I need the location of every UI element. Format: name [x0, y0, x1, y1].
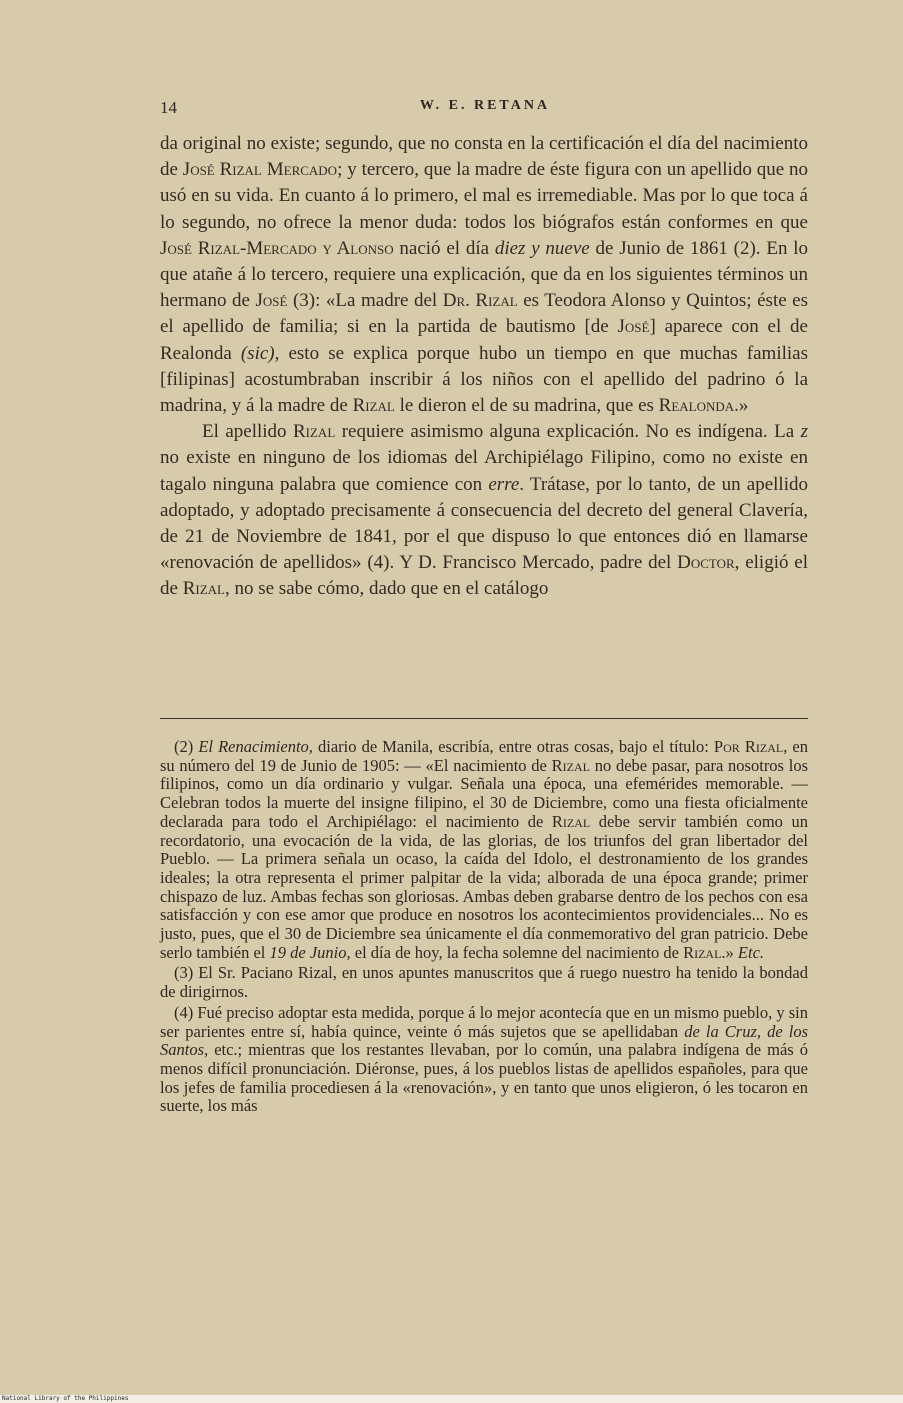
text-run: da original no existe; segundo, que no consta en la certificación el día del nacimiento de: [160, 133, 808, 181]
text-run: (2): [174, 737, 199, 756]
text-run: , no se sabe cómo, dado que en el catálogo: [224, 578, 549, 600]
text-run: requiere asimismo alguna explicación. No es indígena. La: [335, 421, 801, 443]
small-caps-run: José: [617, 316, 650, 338]
italic-run: 19 de Junio,: [269, 942, 351, 962]
text-run: el día de hoy, la fecha solemne del nacimiento de: [350, 942, 684, 962]
text-run: .»: [721, 942, 738, 962]
small-caps-run: José Rizal-Mercado y Alonso: [160, 237, 394, 259]
small-caps-run: Por Rizal: [713, 737, 784, 756]
page-header: [160, 98, 810, 122]
italic-run: z: [800, 421, 808, 443]
text-run: . Trátase, por lo tanto, de un apellido adoptado, y adoptado precisamente á consecuencia del decreto del general Clavería, de 21 de Noviembre de 1841, por el que dispuso lo que entonces dió en llamarse «renovación de apellidos» (4). Y D. Francisco Mercado, padre del: [160, 473, 808, 574]
small-caps-run: Rizal: [551, 755, 590, 775]
footnote-rule: [160, 718, 808, 719]
paragraph-2: [160, 419, 808, 602]
body-text: [160, 131, 808, 603]
running-head: W. E. RETANA: [419, 98, 551, 113]
small-caps-run: Dr. Rizal: [442, 290, 518, 312]
text-run: nació el día: [393, 237, 495, 259]
small-caps-run: Rizal: [551, 811, 591, 831]
text-run: (4) Fué preciso adoptar esta medida, porque á lo mejor acontecía que en un mismo pueblo, y sin ser parientes entre sí, había quince, veinte ó más sujetos que se apellidaban: [160, 1002, 808, 1041]
text-run: no debe pasar, para nosotros los filipinos, como un día ordinario y vulgar. Señala una época, una efemérides memorable. — Celebran todos la muerte del insigne filipino, el 30 de Diciembre, como una fiesta oficialmente declarada para todo el Archipiélago: el nacimiento de: [160, 755, 808, 831]
paragraph-1: [160, 131, 808, 419]
text-run: no existe en ninguno de los idiomas del Archipiélago Filipino, como no existe en tagalo ninguna palabra que comience con: [160, 447, 808, 495]
small-caps-run: Doctor: [677, 552, 735, 574]
text-run: es Teodora Alonso y Quintos; éste es el apellido de familia; si en la partida de bautismo [de: [160, 290, 809, 338]
text-run: de Junio de 1861 (2). En lo que atañe á lo tercero, requiere una explicación, que da en los siguientes términos un hermano de: [160, 237, 808, 312]
italic-run: erre: [488, 473, 520, 495]
page-number: 14: [160, 98, 177, 117]
small-caps-run: Rizal: [352, 395, 395, 417]
italic-run: El Renacimiento,: [198, 737, 313, 756]
text-run: (3): «La madre del: [287, 290, 443, 312]
footnote-4: [160, 1004, 808, 1116]
italic-run: (sic): [240, 342, 275, 364]
text-run: , esto se explica porque hubo un tiempo en que muchas familias [filipinas] acostumbraban inscribir á los niños con el apellido del padrino ó la madrina, y á la madre de: [160, 342, 808, 417]
text-run: ; y tercero, que la madre de éste figura con un apellido que no usó en su vida. En cuanto á lo primero, el mal es irremediable. Mas por lo que toca á lo segundo, no ofrece la menor duda: todos los biógrafos están conformes en que: [160, 159, 808, 233]
italic-run: Etc.: [737, 942, 765, 962]
text-run: El apellido: [202, 421, 293, 443]
footnotes: [160, 738, 808, 1118]
italic-run: diez y nueve: [494, 237, 590, 259]
text-run: diario de Manila, escribía, entre otras cosas, bajo el título:: [312, 737, 714, 756]
text-run: , etc.; mientras que los restantes llevaban, por lo común, una palabra indígena de más ó menos difícil pronunciación. Diéronse, pues, á los pueblos listas de apellidos españoles, para que los jefes de familia procediesen á la «renovación», y en tanto que unos eligieron, ó les tocaron en suerte, los más: [160, 1040, 808, 1116]
scan-footer-bar: [0, 1395, 903, 1403]
text-run: , eligió el de: [160, 552, 808, 600]
italic-run: de la Cruz, de los Santos: [160, 1021, 808, 1060]
small-caps-run: Rizal: [182, 578, 225, 600]
library-credit: National Library of the Philippines: [2, 1395, 129, 1402]
small-caps-run: Realonda: [658, 395, 735, 417]
text-run: le dieron el de su madrina, que es: [394, 395, 659, 417]
footnote-2: [160, 738, 808, 962]
small-caps-run: José Rizal Mercado: [182, 159, 338, 181]
text-run: ] aparece con el de Realonda: [160, 316, 808, 364]
footnote-3: [160, 964, 808, 1001]
text-run: , en su número del 19 de Junio de 1905: — «El nacimiento de: [160, 737, 808, 775]
small-caps-run: Rizal: [683, 942, 722, 962]
small-caps-run: José: [255, 290, 288, 312]
text-run: (3) El Sr. Paciano Rizal, en unos apuntes manuscritos que á ruego nuestro ha tenido la bondad de dirigirnos.: [160, 963, 808, 1002]
text-run: .»: [734, 395, 749, 417]
text-run: debe servir también como un recordatorio, una evocación de la vida, de las glorias, de los triunfos del gran libertador del Pueblo. — La primera señala un ocaso, la caída del Idolo, el destronamiento de los grandes ideales; la otra representa el primer palpitar de la vida; alborada de una época grande; primer chispazo de luz. Ambas fechas son gloriosas. Ambas deben grabarse dentro de los pechos con esa satisfacción y con ese amor que produce en nosotros los acontecimientos providenciales... No es justo, pues, que el 30 de Diciembre sea únicamente el día conmemorativo del gran patricio. Debe serlo también el: [160, 811, 808, 962]
small-caps-run: Rizal: [292, 421, 336, 443]
